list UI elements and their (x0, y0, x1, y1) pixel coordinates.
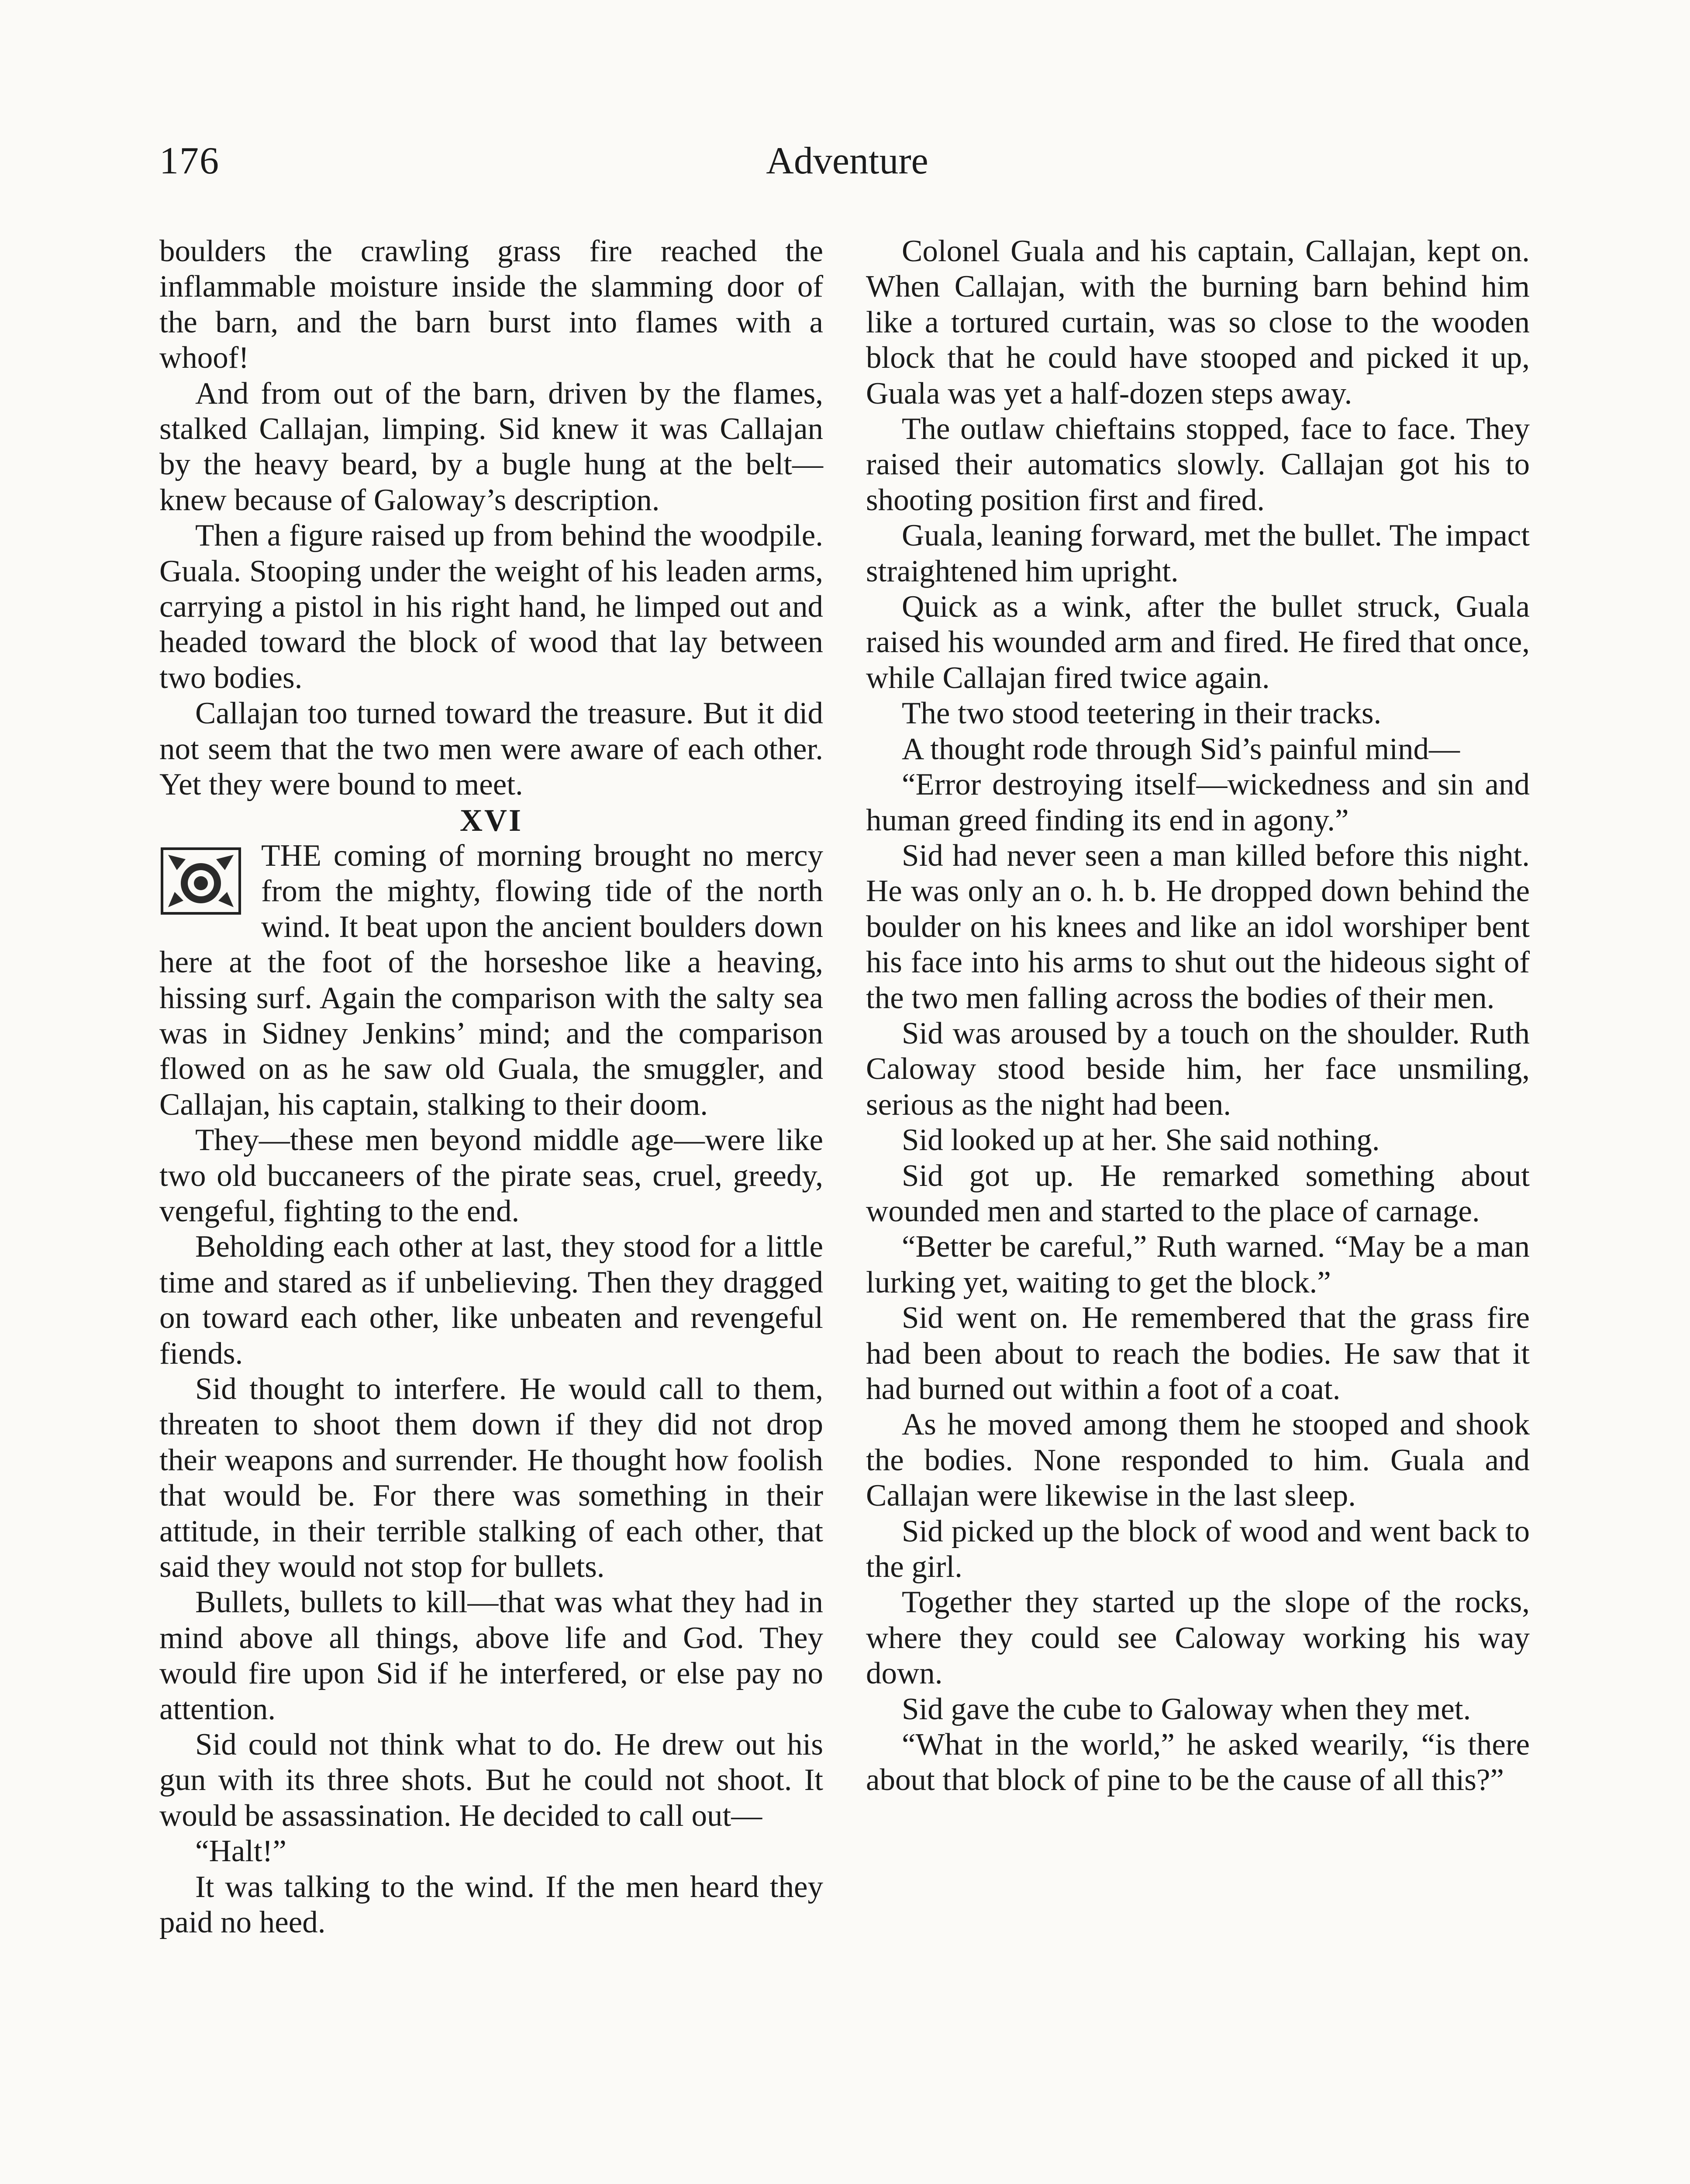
paragraph: “What in the world,” he asked wearily, “is there about that block of pine to be the cause of all this?” (866, 1728, 1530, 1797)
paragraph: Together they started up the slope of the rocks, where they could see Caloway working his way down. (866, 1585, 1530, 1691)
paragraph: Sid looked up at her. She said nothing. (902, 1123, 1380, 1158)
paragraph: Sid got up. He remarked something about wounded men and started to the place of carnage. (866, 1158, 1530, 1228)
paragraph: Sid thought to interfere. He would call to them, threaten to shoot them down if they did not drop their weapons and surrender. He thought how foolish that would be. For there was something in their attitude, in their terrible stalking of each other, that said they would not stop for bullets. (159, 1372, 823, 1584)
paragraph: Guala, leaning forward, met the bullet. The impact straightened him upright. (866, 518, 1530, 588)
paragraph: And from out of the barn, driven by the flames, stalked Callajan, limping. Sid knew it was Callajan by the heavy beard, by a bugle hung at the belt—knew because of Galoway’s description. (159, 376, 823, 517)
paragraph: It was talking to the wind. If the men heard they paid no heed. (159, 1870, 823, 1940)
paragraph: Sid could not think what to do. He drew out his gun with its three shots. But he could not shoot. It would be assassination. He decided to call out— (159, 1728, 823, 1833)
paragraph: The two stood teetering in their tracks. (902, 696, 1382, 731)
paragraph: THE coming of morning brought no mercy from the mighty, flowing tide of the north wind. It beat upon the ancient boulders down here at the foot of the horseshoe like a heaving, hissing surf. Again the comparison with the salty sea was in Sidney Jenkins’ mind; and the comparison flowed on as he saw old Guala, the smuggler, and Callajan, his captain, stalking to their doom. (159, 838, 823, 1122)
paragraph: Sid picked up the block of wood and went back to the girl. (866, 1514, 1530, 1584)
paragraph: Then a figure raised up from behind the woodpile. Guala. Stooping under the weight of his leaden arms, carrying a pistol in his right hand, he limped out and headed toward the block of wood that lay between two bodies. (159, 518, 823, 695)
paragraph: The outlaw chieftains stopped, face to face. They raised their automatics slowly. Callajan got his to shooting position first and fired. (866, 412, 1530, 517)
page-header (159, 139, 1535, 200)
page-number: 176 (159, 140, 220, 182)
paragraph: boulders the crawling grass fire reached the inflammable moisture inside the slamming door of the barn, and the barn burst into flames with a whoof! (159, 234, 823, 375)
paragraph: A thought rode through Sid’s painful mind— (902, 732, 1460, 766)
paragraph: “Halt!” (195, 1834, 286, 1869)
ornament-icon (159, 846, 242, 916)
paragraph: As he moved among them he stooped and shook the bodies. None responded to him. Guala and Callajan were likewise in the last sleep. (866, 1407, 1530, 1513)
paragraph: Sid went on. He remembered that the grass fire had been about to reach the bodies. He saw that it had burned out within a foot of a coat. (866, 1301, 1530, 1406)
section-lead (159, 838, 823, 1123)
paragraph: Sid gave the cube to Galoway when they met. (902, 1692, 1471, 1726)
running-title: Adventure (766, 140, 928, 182)
paragraph: Sid was aroused by a touch on the shoulder. Ruth Caloway stood beside him, her face unsmiling, serious as the night had been. (866, 1016, 1530, 1122)
right-column (866, 234, 1530, 1798)
decorative-initial-icon (159, 846, 253, 920)
paragraph: Bullets, bullets to kill—that was what they had in mind above all things, above life and God. They would fire upon Sid if he interfered, or else pay no attention. (159, 1585, 823, 1726)
paragraph: Sid had never seen a man killed before this night. He was only an o. h. b. He dropped down behind the boulder on his knees and like an idol worshiper bent his face into his arms to shut out the hideous sight of the two men falling across the bodies of their men. (866, 838, 1530, 1015)
paragraph: They—these men beyond middle age—were like two old buccaneers of the pirate seas, cruel, greedy, vengeful, fighting to the end. (159, 1123, 823, 1228)
paragraph: Callajan too turned toward the treasure. But it did not seem that the two men were aware of each other. Yet they were bound to meet. (159, 696, 823, 802)
paragraph: Quick as a wink, after the bullet struck, Guala raised his wounded arm and fired. He fired that once, while Callajan fired twice again. (866, 590, 1530, 695)
section-heading: XVI (459, 802, 523, 838)
paragraph: Beholding each other at last, they stood for a little time and stared as if unbelieving. Then they dragged on toward each other, like unbeaten and revengeful fiends. (159, 1230, 823, 1371)
left-column (159, 234, 823, 1941)
paragraph: Colonel Guala and his captain, Callajan, kept on. When Callajan, with the burning barn behind him like a tortured curtain, was so close to the wooden block that he could have stooped and picked it up, Guala was yet a half-dozen steps away. (866, 234, 1530, 411)
paragraph: “Better be careful,” Ruth warned. “May be a man lurking yet, waiting to get the block.” (866, 1230, 1530, 1299)
paragraph: “Error destroying itself—wickedness and sin and human greed finding its end in agony.” (866, 767, 1530, 837)
